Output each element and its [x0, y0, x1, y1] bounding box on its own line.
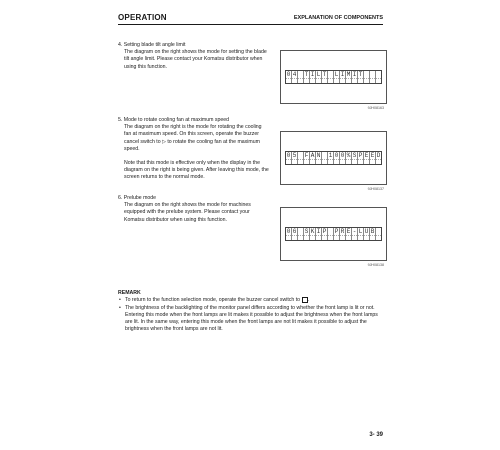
- right-arrow-icon: ▷: [162, 138, 166, 145]
- remark-title: REMARK: [118, 290, 141, 296]
- lcd-cell: 0: [286, 152, 292, 164]
- lcd-cell: -: [352, 228, 358, 240]
- lcd-cell: U: [364, 228, 370, 240]
- remark-block: [118, 290, 384, 333]
- lcd-cell: 6: [292, 228, 298, 240]
- section-fan-speed: [118, 117, 270, 182]
- monitor-display: [280, 131, 387, 191]
- lcd-cell: P: [322, 228, 328, 240]
- lcd-cell: I: [340, 71, 346, 83]
- lcd-cell: S: [352, 152, 358, 164]
- section-paragraph: The diagram on the right shows the mode for setting the blade tilt angle limit. Please contact your Komatsu distributor when using this function.: [124, 49, 267, 70]
- lcd-cell: E: [370, 152, 376, 164]
- lcd-row: [285, 151, 382, 165]
- header-rule: [118, 24, 383, 25]
- lcd-cell: E: [346, 228, 352, 240]
- lcd-cell: L: [334, 71, 340, 83]
- lcd-cell: T: [322, 71, 328, 83]
- header-section: OPERATION: [118, 13, 167, 22]
- lcd-cell: [376, 228, 381, 240]
- figure-id: 9JH08138: [367, 263, 384, 267]
- lcd-cell: 0: [334, 152, 340, 164]
- figure-id: 9JH08163: [367, 106, 384, 110]
- lcd-cell: 0: [286, 228, 292, 240]
- lcd-cell: I: [310, 71, 316, 83]
- lcd-cell: F: [304, 152, 310, 164]
- lcd-cell: P: [358, 152, 364, 164]
- lcd-cell: T: [358, 71, 364, 83]
- remark-item: • To return to the function selection mode, operate the buzzer cancel switch to .: [119, 297, 310, 304]
- section-heading: 5. Mode to rotate cooling fan at maximum speed: [118, 117, 230, 123]
- section-heading: 4. Setting blade tilt angle limit: [118, 42, 186, 48]
- lcd-cell: P: [334, 228, 340, 240]
- lcd-cell: E: [364, 152, 370, 164]
- section-heading: 6. Prelube mode: [118, 195, 157, 201]
- lcd-cell: 0: [286, 71, 292, 83]
- lcd-row: [285, 70, 382, 84]
- lcd-cell: %: [346, 152, 352, 164]
- remark-item: • The brightness of the backlighting of the monitor panel differs according to whether the front lamp is lit or not. Entering this mode when the front lamps are lit makes it possible to adjust the brightness when the front lamps are lit. In the same way, entering this mode when the front lamps are not lit makes it possible to adjust the brightness when the front lamps are not lit.: [119, 304, 378, 333]
- square-icon: [302, 297, 308, 303]
- lcd-cell: 4: [292, 71, 298, 83]
- lcd-cell: M: [346, 71, 352, 83]
- bullet-icon: •: [119, 304, 121, 311]
- section-paragraph: Note that this mode is effective only when the display in the diagram on the right is being given. After leaving this mode, the screen returns to the normal mode.: [124, 160, 269, 181]
- lcd-cell: T: [304, 71, 310, 83]
- lcd-cell: [376, 71, 381, 83]
- page-number: 3- 39: [369, 432, 383, 438]
- lcd-cell: R: [340, 228, 346, 240]
- lcd-cell: 5: [292, 152, 298, 164]
- lcd-row: [285, 227, 382, 241]
- lcd-cell: I: [352, 71, 358, 83]
- lcd-cell: 1: [328, 152, 334, 164]
- lcd-cell: B: [370, 228, 376, 240]
- bullet-icon: •: [119, 297, 121, 304]
- lcd-cell: I: [316, 228, 322, 240]
- lcd-cell: D: [376, 152, 381, 164]
- lcd-cell: 0: [340, 152, 346, 164]
- section-tilt-limit: [118, 42, 270, 71]
- figure-id: 9JH08137: [367, 187, 384, 191]
- section-paragraph: The diagram on the right is the mode for rotating the cooling fan at maximum speed. On this screen, operate the buzzer cancel switch to ▷ to rotate the cooling fan at the maximum speed.: [124, 124, 262, 152]
- header-title: EXPLANATION OF COMPONENTS: [293, 15, 383, 21]
- lcd-cell: K: [310, 228, 316, 240]
- lcd-cell: A: [310, 152, 316, 164]
- monitor-display: [280, 207, 387, 267]
- lcd-cell: S: [304, 228, 310, 240]
- section-prelube: [118, 195, 270, 224]
- lcd-cell: L: [358, 228, 364, 240]
- section-paragraph: The diagram on the right shows the mode for machines equipped with the prelube system. Please contact your Komatsu distributor when using this function.: [124, 202, 251, 223]
- lcd-cell: N: [316, 152, 322, 164]
- monitor-display: [280, 50, 387, 110]
- lcd-cell: L: [316, 71, 322, 83]
